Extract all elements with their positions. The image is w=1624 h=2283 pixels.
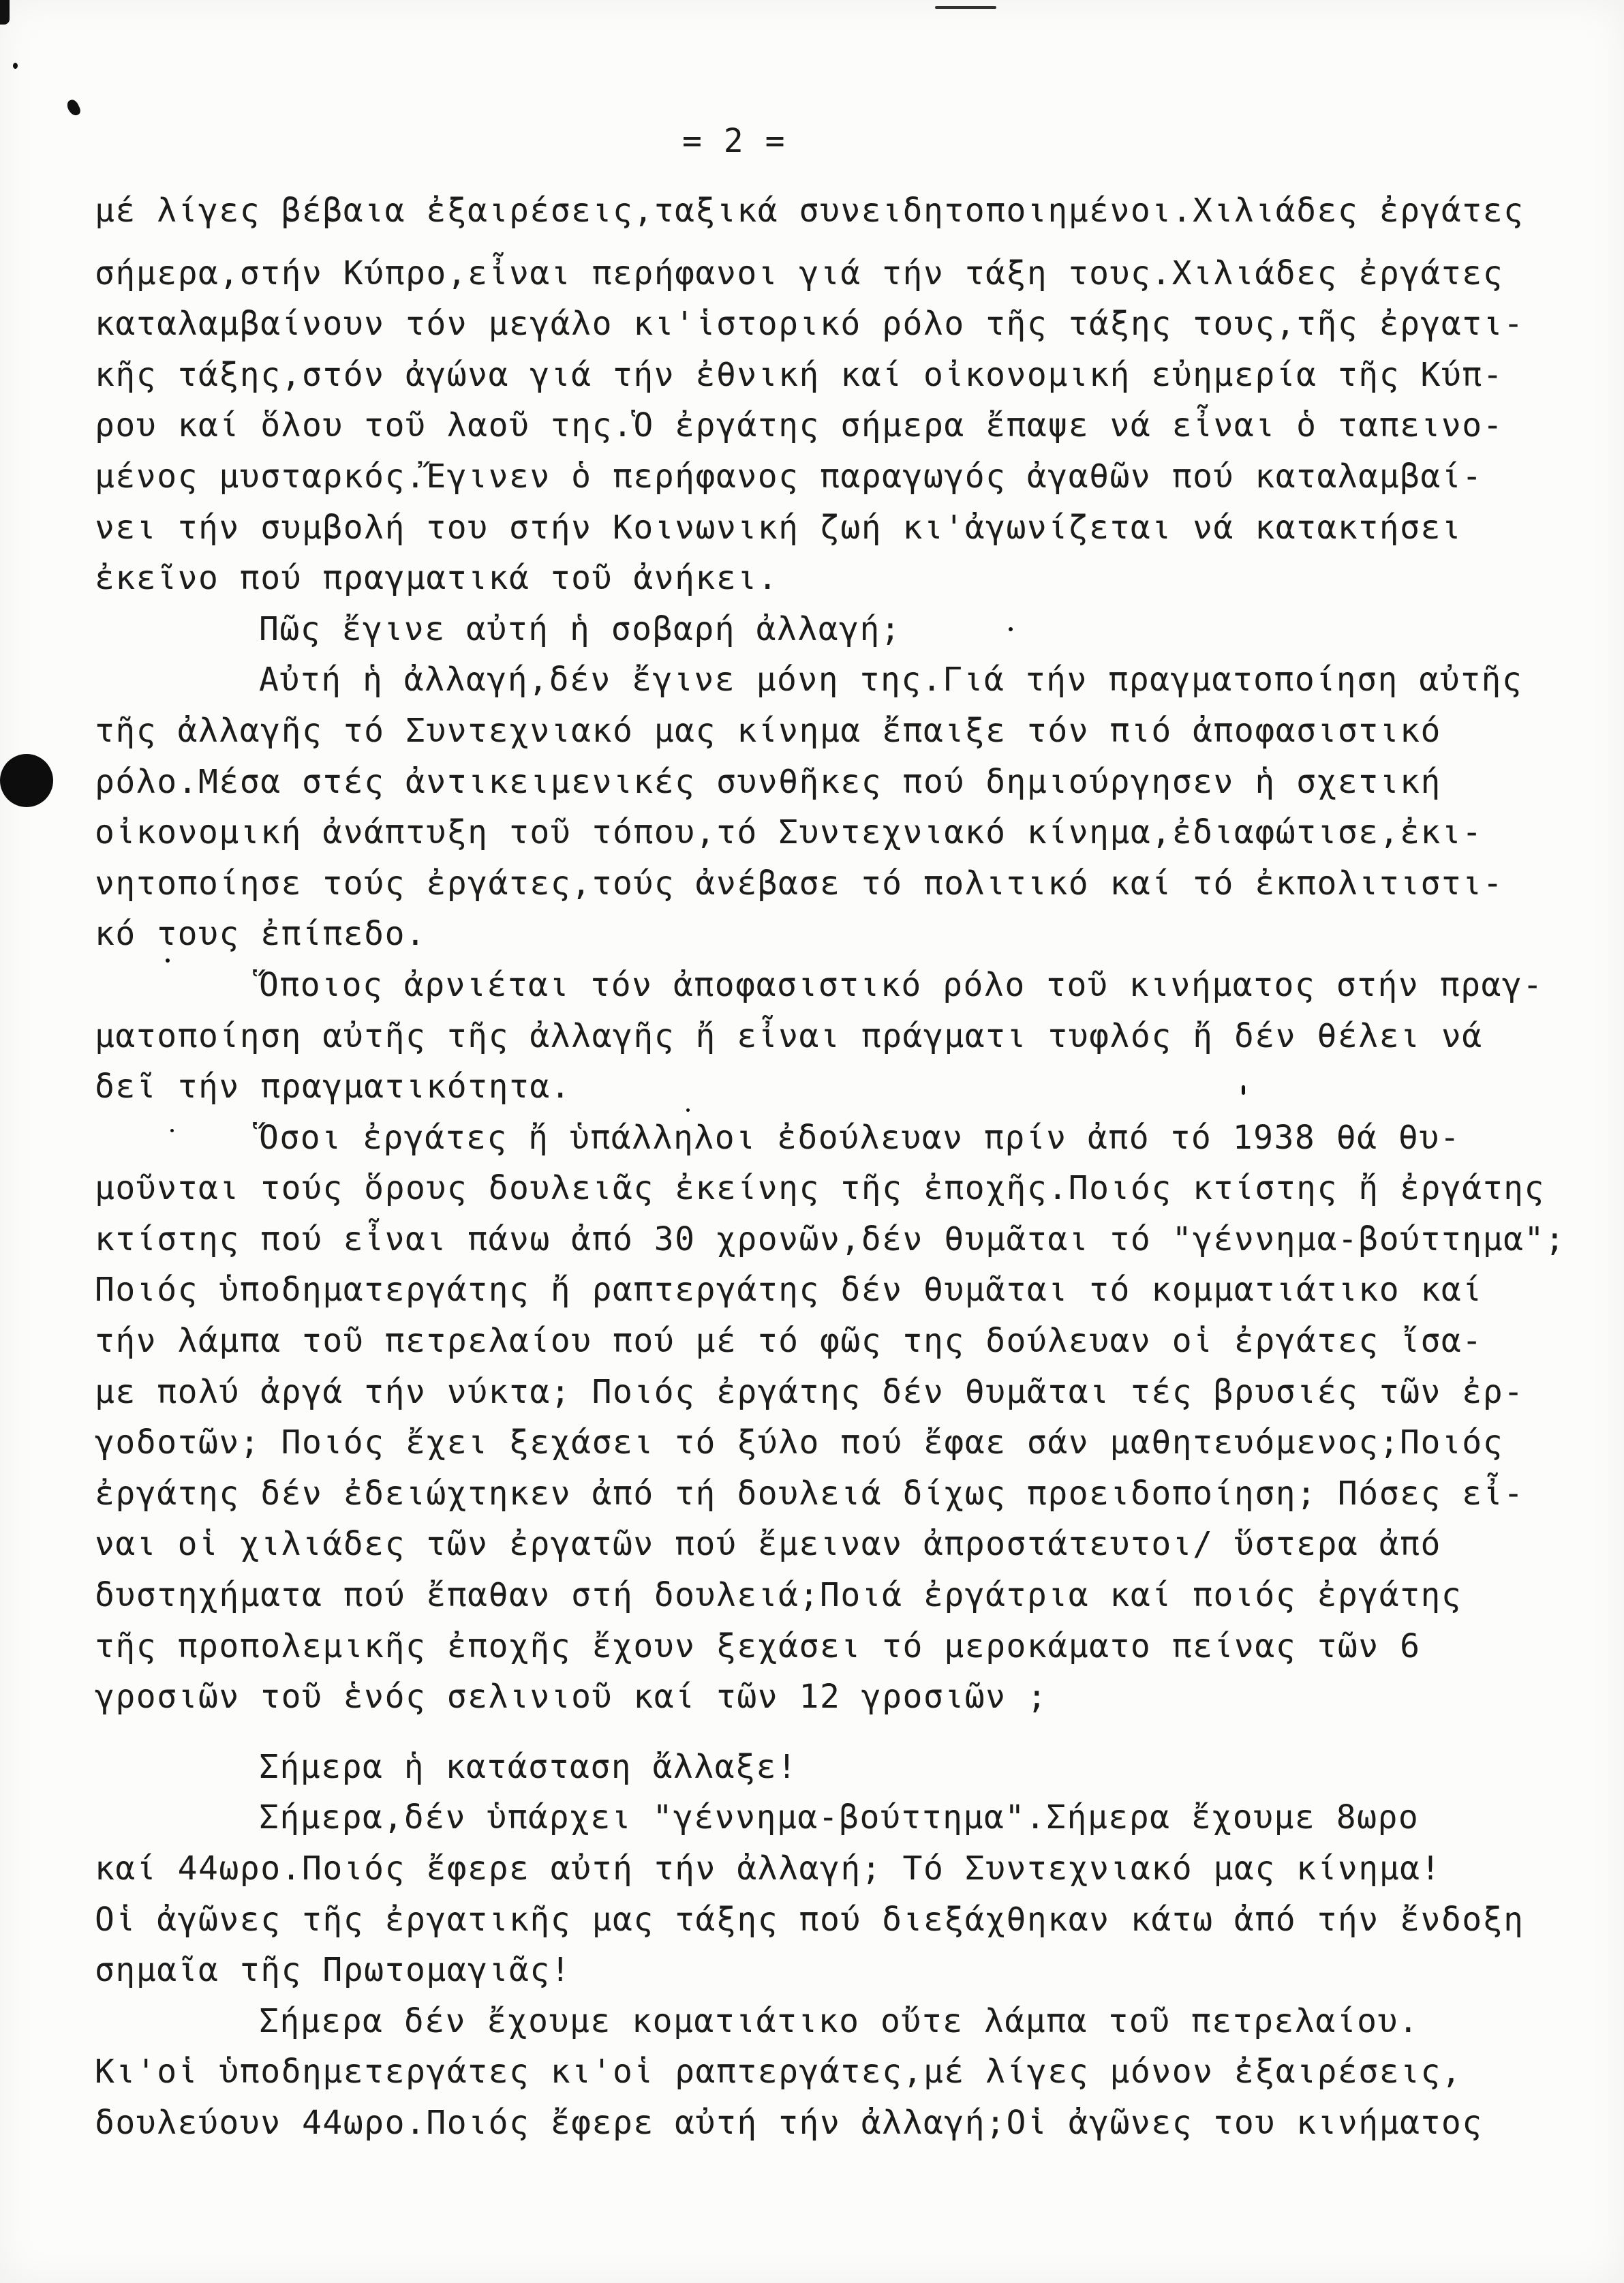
text-line: μένος μυσταρκός.Ἔγινεν ὁ περήφανος παραγωγός ἀγαθῶν πού καταλαμβαί- xyxy=(95,457,1483,496)
text-line: δουλεύουν 44ωρο.Ποιός ἔφερε αὐτή τήν ἀλλαγή;Οἱ ἀγῶνες του κινήματος xyxy=(95,2103,1483,2142)
paragraph xyxy=(95,1113,1608,1723)
text-line: με πολύ ἀργά τήν νύκτα; Ποιός ἐργάτης δέν θυμᾶται τές βρυσιές τῶν ἐρ- xyxy=(95,1372,1525,1411)
paragraph xyxy=(95,1742,1608,1793)
paragraph xyxy=(95,1792,1608,1995)
scan-corner-mark xyxy=(0,0,10,25)
text-line: Κι'οἱ ὑποδημετεργάτες κι'οἱ ραπτεργάτες,μέ λίγες μόνον ἐξαιρέσεις, xyxy=(95,2053,1462,2091)
text-line: οἰκονομική ἀνάπτυξη τοῦ τόπου,τό Συντεχνιακό κίνημα,ἐδιαφώτισε,ἐκι- xyxy=(95,813,1483,852)
text-line: Αὐτή ἡ ἀλλαγή,δέν ἔγινε μόνη της.Γιά τήν πραγματοποίηση αὐτῆς xyxy=(259,661,1523,699)
text-line: τῆς ἀλλαγῆς τό Συντεχνιακό μας κίνημα ἔπαιξε τόν πιό ἀποφασιστικό xyxy=(95,711,1441,750)
scan-ink-mark xyxy=(65,98,82,118)
text-line: ρόλο.Μέσα στές ἀντικειμενικές συνθῆκες πού δημιούργησεν ἡ σχετική xyxy=(95,762,1441,801)
text-line: δεῖ τήν πραγματικότητα. xyxy=(95,1068,572,1106)
scan-speck xyxy=(13,63,18,69)
text-line: Σήμερα δέν ἔχουμε κοματιάτικο οὔτε λάμπα τοῦ πετρελαίου. xyxy=(259,2001,1420,2040)
text-line: νει τήν συμβολή του στήν Κοινωνική ζωή κι'ἀγωνίζεται νά κατακτήσει xyxy=(95,508,1462,547)
text-line: γοδοτῶν; Ποιός ἔχει ξεχάσει τό ξύλο πού ἔφαε σάν μαθητευόμενος;Ποιός xyxy=(95,1423,1504,1462)
text-line: κτίστης πού εἶναι πάνω ἀπό 30 χρονῶν,δέν θυμᾶται τό "γέννημα-βούττημα"; xyxy=(95,1220,1566,1258)
paragraph xyxy=(95,1996,1608,2149)
text-line: σημαῖα τῆς Πρωτομαγιᾶς! xyxy=(95,1951,572,1990)
text-line: ναι οἱ χιλιάδες τῶν ἐργατῶν πού ἔμειναν ἀπροστάτευτοι/ ὕστερα ἀπό xyxy=(95,1525,1441,1564)
text-line: κό τους ἐπίπεδο. xyxy=(95,915,427,954)
text-line: Ὅποιος ἀρνιέται τόν ἀποφασιστικό ρόλο τοῦ κινήματος στήν πραγ- xyxy=(259,965,1544,1004)
paragraph xyxy=(95,604,1608,655)
text-line: Οἱ ἀγῶνες τῆς ἐργατικῆς μας τάξης πού διεξάχθηκαν κάτω ἀπό τήν ἔνδοξη xyxy=(95,1900,1525,1939)
text-line: Πῶς ἔγινε αὐτή ἡ σοβαρή ἀλλαγή; xyxy=(259,609,902,648)
document-body xyxy=(95,185,1608,2149)
text-line: γροσιῶν τοῦ ἑνός σελινιοῦ καί τῶν 12 γροσιῶν ; xyxy=(95,1678,1048,1717)
text-line: ρου καί ὅλου τοῦ λαοῦ της.Ὁ ἐργάτης σήμερα ἔπαψε νά εἶναι ὁ ταπεινο- xyxy=(95,406,1504,445)
text-line: τήν λάμπα τοῦ πετρελαίου πού μέ τό φῶς της δούλευαν οἱ ἐργάτες ἴσα- xyxy=(95,1322,1483,1361)
text-line: σήμερα,στήν Κύπρο,εἶναι περήφανοι γιά τήν τάξη τους.Χιλιάδες ἐργάτες xyxy=(95,254,1504,292)
paragraph xyxy=(95,185,1608,604)
text-line: κῆς τάξης,στόν ἀγώνα γιά τήν ἐθνική καί οἰκονομική εὐημερία τῆς Κύπ- xyxy=(95,355,1504,394)
text-line: Ποιός ὑποδηματεργάτης ἤ ραπτεργάτης δέν θυμᾶται τό κομματιάτικο καί xyxy=(95,1271,1483,1310)
scan-edge-dash xyxy=(935,6,996,9)
text-line: μέ λίγες βέβαια ἐξαιρέσεις,ταξικά συνειδητοποιημένοι.Χιλιάδες ἐργάτες xyxy=(95,192,1525,230)
text-line: μοῦνται τούς ὅρους δουλειᾶς ἐκείνης τῆς ἐποχῆς.Ποιός κτίστης ἤ ἐργάτης xyxy=(95,1169,1545,1208)
text-line: δυστηχήματα πού ἔπαθαν στή δουλειά;Ποιά ἐργάτρια καί ποιός ἐργάτης xyxy=(95,1576,1462,1615)
text-line: καί 44ωρο.Ποιός ἔφερε αὐτή τήν ἀλλαγή; Τό Συντεχνιακό μας κίνημα! xyxy=(95,1849,1441,1888)
text-line: ἐκεῖνο πού πραγματικά τοῦ ἀνήκει. xyxy=(95,559,779,598)
text-line: ἐργάτης δέν ἐδειώχτηκεν ἀπό τή δουλειά δίχως προειδοποίηση; Πόσες εἶ- xyxy=(95,1474,1525,1513)
text-line: Σήμερα ἡ κατάσταση ἄλλαξε! xyxy=(259,1747,798,1786)
text-line: ματοποίηση αὐτῆς τῆς ἀλλαγῆς ἤ εἶναι πράγματι τυφλός ἤ δέν θέλει νά xyxy=(95,1016,1483,1055)
text-line: Σήμερα,δέν ὑπάρχει "γέννημα-βούττημα".Σήμερα ἔχουμε 8ωρο xyxy=(259,1798,1420,1837)
paragraph xyxy=(95,960,1608,1113)
page-number: = 2 = xyxy=(682,122,786,160)
punch-hole-blot xyxy=(0,754,53,807)
text-line: τῆς προπολεμικῆς ἐποχῆς ἔχουν ξεχάσει τό μεροκάματο πείνας τῶν 6 xyxy=(95,1627,1421,1665)
paragraph xyxy=(95,654,1608,960)
text-line: Ὅσοι ἐργάτες ἤ ὑπάλληλοι ἐδούλευαν πρίν ἀπό τό 1938 θά θυ- xyxy=(259,1118,1461,1157)
text-line: καταλαμβαίνουν τόν μεγάλο κι'ἱστορικό ρόλο τῆς τάξης τους,τῆς ἐργατι- xyxy=(95,305,1525,344)
text-line: νητοποίησε τούς ἐργάτες,τούς ἀνέβασε τό πολιτικό καί τό ἐκπολιτιστι- xyxy=(95,864,1504,903)
